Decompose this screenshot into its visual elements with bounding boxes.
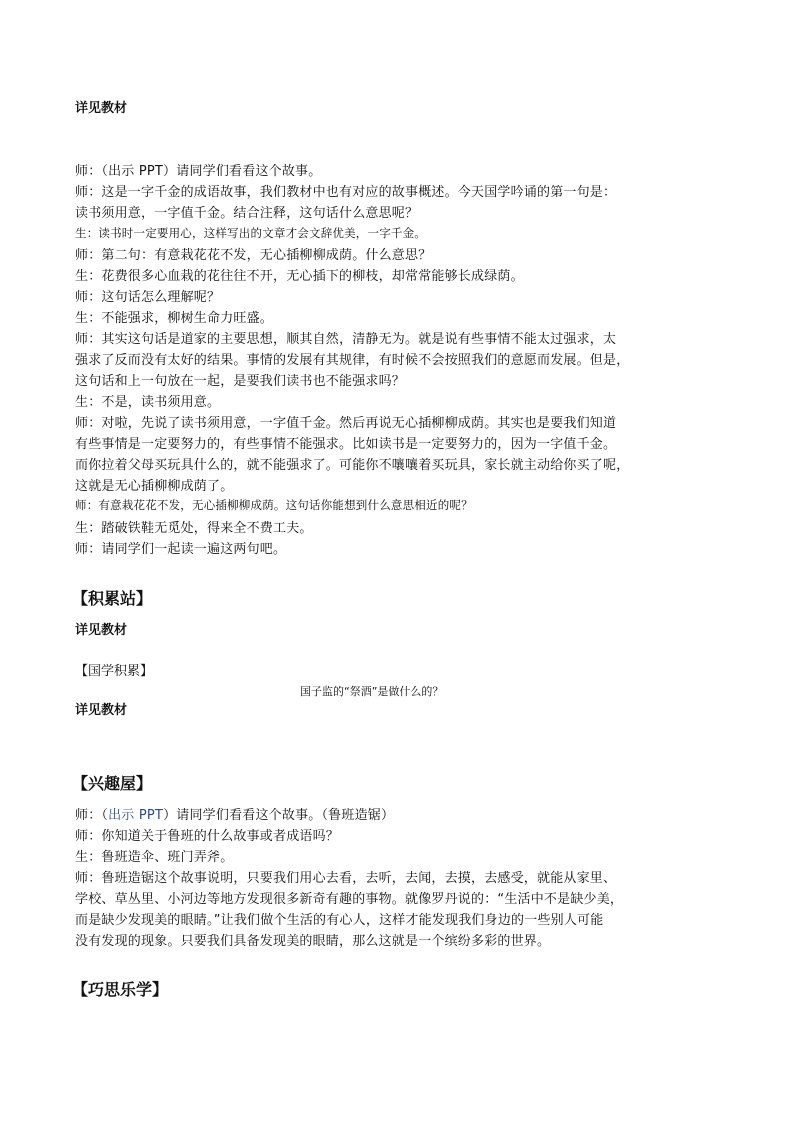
dialogue-line: 而你拉着父母买玩具什么的，就不能强求了。可能你不嚷嚷着买玩具，家长就主动给你买了呢， xyxy=(75,458,630,473)
dialogue-line: 没有发现的现象。只要我们具备发现美的眼睛，那么这就是一个缤纷多彩的世界。 xyxy=(75,934,551,949)
see-textbook-label: 详见教材 xyxy=(75,623,128,638)
dialogue-line: 师：请同学们一起读一遍这两句吧。 xyxy=(75,542,287,557)
dialogue-line: 师：你知道关于鲁班的什么故事或者成语吗？ xyxy=(75,829,340,844)
dialogue-line: 师：第二句：有意栽花花不发，无心插柳柳成荫。什么意思？ xyxy=(75,248,432,263)
section-heading-jileizhan: 【积累站】 xyxy=(72,589,153,608)
dialogue-line: 生：不是，读书须用意。 xyxy=(75,395,221,410)
dialogue-line: 这句话和上一句放在一起，是要我们读书也不能强求吗？ xyxy=(75,374,406,389)
line-prefix: 师：（ xyxy=(75,808,109,823)
dialogue-line: 生：不能强求，柳树生命力旺盛。 xyxy=(75,311,274,326)
dialogue-line: 而是缺少发现美的眼睛。”让我们做个生活的有心人，这样才能发现我们身边的一些别人可能 xyxy=(75,913,604,928)
dialogue-line: 师：对啦，先说了读书须用意，一字值千金。然后再说无心插柳柳成荫。其实也是要我们知道 xyxy=(75,416,617,431)
ppt-label: 出示 PPT xyxy=(108,808,164,823)
dialogue-line: 学校、草丛里、小河边等地方发现很多新奇有趣的事物。就像罗丹说的：“生活中不是缺少美， xyxy=(75,892,624,907)
dialogue-line: 读书须用意，一字值千金。结合注释，这句话什么意思呢？ xyxy=(75,206,419,221)
dialogue-line: 生：读书时一定要用心，这样写出的文章才会文辞优美，一字千金。 xyxy=(75,226,426,240)
dialogue-line: 师：其实这句话是道家的主要思想，顺其自然，清静无为。就是说有些事情不能太过强求，太 xyxy=(75,332,617,347)
dialogue-line: 师：这是一字千金的成语故事，我们教材中也有对应的故事概述。今天国学吟诵的第一句是： xyxy=(75,185,617,200)
dialogue-line: 生：踏破铁鞋无觅处，得来全不费工夫。 xyxy=(75,521,313,536)
line-suffix: ）请同学们看看这个故事。（鲁班造锯） xyxy=(163,808,395,823)
see-textbook-label: 详见教材 xyxy=(75,703,128,718)
dialogue-line: 师：鲁班造锯这个故事说明，只要我们用心去看，去听，去闻，去摸，去感受，就能从家里、 xyxy=(75,871,617,886)
dialogue-line: 生：花费很多心血栽的花往往不开，无心插下的柳枝，却常常能够长成绿荫。 xyxy=(75,269,524,284)
dialogue-line: 师：有意栽花花不发，无心插柳柳成荫。这句话你能想到什么意思相近的呢？ xyxy=(75,498,473,512)
guoxue-tag: 【国学积累】 xyxy=(75,664,154,679)
dialogue-line: 这就是无心插柳柳成荫了。 xyxy=(75,479,234,494)
dialogue-line xyxy=(75,804,394,823)
dialogue-line: 强求了反而没有太好的结果。事情的发展有其规律，有时候不会按照我们的意愿而发展。但是， xyxy=(75,353,630,368)
see-textbook-label: 详见教材 xyxy=(75,101,128,116)
dialogue-line: 有些事情是一定要努力的，有些事情不能强求。比如读书是一定要努力的，因为一字值千金。 xyxy=(75,437,617,452)
dialogue-line: 师：这句话怎么理解呢？ xyxy=(75,290,221,305)
dialogue-line: 师：（出示 PPT）请同学们看看这个故事。 xyxy=(75,164,322,179)
dialogue-line: 生：鲁班造伞、班门弄斧。 xyxy=(75,850,234,865)
section-heading-xingquwu: 【兴趣屋】 xyxy=(72,774,153,793)
section-heading-qiaosi: 【巧思乐学】 xyxy=(72,980,169,999)
guoxue-note: 国子监的“祭酒”是做什么的？ xyxy=(300,685,444,698)
